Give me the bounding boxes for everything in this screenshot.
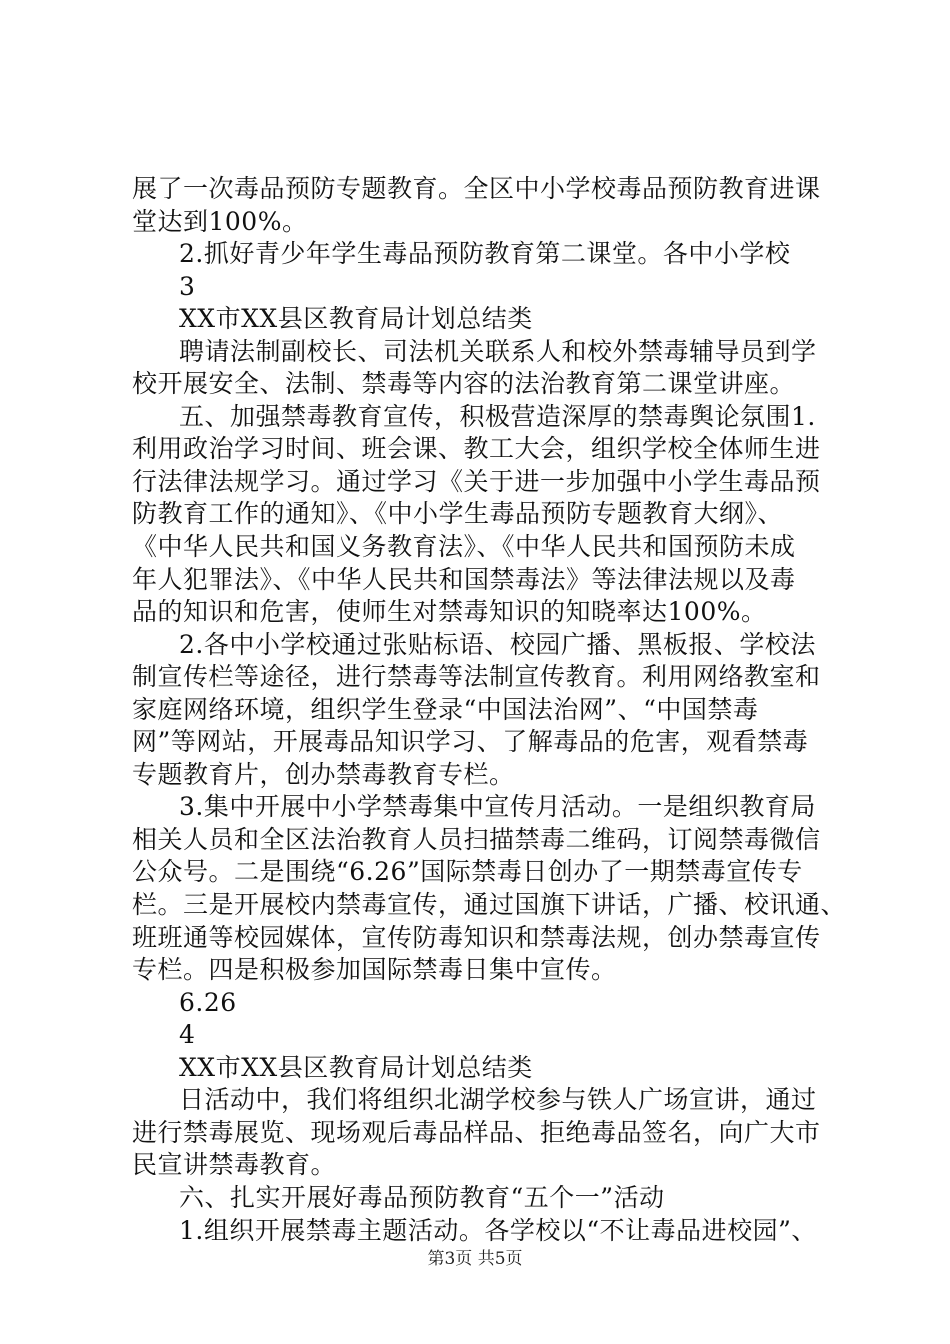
text-line: 行法律法规学习。通过学习《关于进一步加强中小学生毒品预: [132, 466, 821, 496]
page-number-marker: 3: [179, 271, 196, 301]
text-line: 专题教育片，创办禁毒教育专栏。: [132, 759, 515, 789]
text-line: 《中华人民共和国义务教育法》、《中华人民共和国预防未成: [132, 532, 796, 562]
text-line: 家庭网络环境，组织学生登录“中国法治网”、“中国禁毒: [132, 694, 759, 724]
section-heading: 六、扎实开展好毒品预防教育“五个一”活动: [179, 1182, 665, 1212]
text-line: 网”等网站，开展毒品知识学习、了解毒品的危害，观看禁毒: [132, 727, 809, 757]
text-line: 3.集中开展中小学禁毒集中宣传月活动。一是组织教育局: [179, 792, 816, 822]
running-header: XX市XX县区教育局计划总结类: [179, 1052, 533, 1082]
text-line: 聘请法制副校长、司法机关联系人和校外禁毒辅导员到学: [179, 336, 817, 366]
text-line: 日活动中，我们将组织北湖学校参与铁人广场宣讲，通过: [179, 1085, 817, 1115]
text-line: 年人犯罪法》、《中华人民共和国禁毒法》等法律法规以及毒: [132, 564, 796, 594]
text-line: 2.各中小学校通过张贴标语、校园广播、黑板报、学校法: [179, 629, 816, 659]
text-line: 栏。三是开展校内禁毒宣传，通过国旗下讲话，广播、校讯通、: [132, 890, 847, 920]
text-line: 利用政治学习时间、班会课、教工大会，组织学校全体师生进: [132, 434, 821, 464]
text-line: 1.组织开展禁毒主题活动。各学校以“不让毒品进校园”、: [179, 1215, 817, 1245]
text-line: 6.26: [179, 987, 237, 1017]
text-line: 民宣讲禁毒教育。: [132, 1150, 337, 1180]
page-number-marker: 4: [179, 1020, 196, 1050]
document-body: [132, 173, 852, 1247]
text-line: 展了一次毒品预防专题教育。全区中小学校毒品预防教育进课: [132, 174, 821, 203]
text-line: 公众号。二是围绕“6.26”国际禁毒日创办了一期禁毒宣传专: [132, 857, 803, 887]
text-line: 专栏。四是积极参加国际禁毒日集中宣传。: [132, 955, 617, 985]
text-line: 防教育工作的通知》、《中小学生毒品预防专题教育大纲》、: [132, 499, 784, 529]
text-line: 制宣传栏等途径，进行禁毒等法制宣传教育。利用网络教室和: [132, 662, 821, 692]
text-line: 2.抓好青少年学生毒品预防教育第二课堂。各中小学校: [179, 239, 791, 269]
text-line: 堂达到100%。: [132, 206, 308, 236]
text-line: 班班通等校园媒体，宣传防毒知识和禁毒法规，创办禁毒宣传: [132, 922, 821, 952]
section-heading: 五、加强禁毒教育宣传，积极营造深厚的禁毒舆论氛围1.: [179, 401, 816, 431]
text-line: 进行禁毒展览、现场观后毒品样品、拒绝毒品签名，向广大市: [132, 1117, 821, 1147]
text-line: 品的知识和危害，使师生对禁毒知识的知晓率达100%。: [132, 597, 767, 627]
page-footer: 第3页 共5页: [427, 1249, 523, 1269]
text-line: 相关人员和全区法治教育人员扫描禁毒二维码，订阅禁毒微信: [132, 824, 821, 854]
text-line: 校开展安全、法制、禁毒等内容的法治教育第二课堂讲座。: [132, 369, 796, 399]
running-header: XX市XX县区教育局计划总结类: [179, 304, 533, 334]
